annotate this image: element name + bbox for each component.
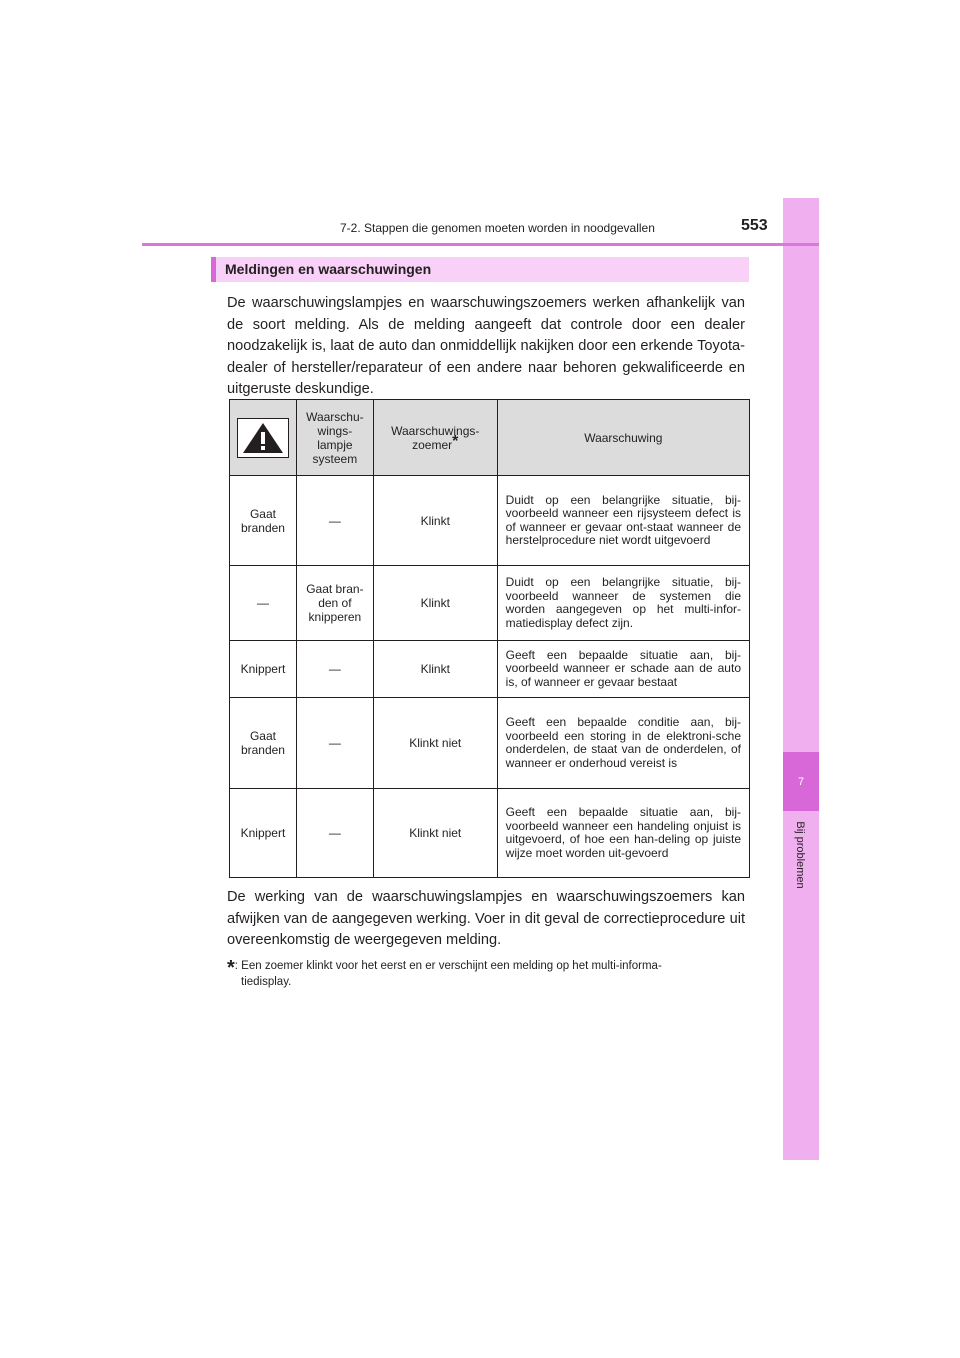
page-number: 553 bbox=[741, 217, 768, 234]
outro-paragraph: De werking van de waarschuwingslampjes en waarschuwingszoemers kan afwijken van de aangegeven werking. Voer in dit geval de correctieprocedure uit overeenkomstig de weergegeven melding. bbox=[227, 889, 745, 949]
row-buzzer: Klinkt bbox=[373, 566, 497, 641]
header-rule bbox=[142, 243, 819, 246]
chapter-number: 7 bbox=[783, 752, 819, 811]
header-buzzer-footnote-mark: * bbox=[452, 432, 459, 450]
section-heading-bar bbox=[211, 257, 749, 282]
row-system: — bbox=[296, 476, 373, 566]
chapter-label: Bij problemen bbox=[794, 821, 806, 889]
table-header-row bbox=[230, 400, 750, 476]
table-row bbox=[230, 789, 750, 878]
table-row bbox=[230, 566, 750, 641]
intro-paragraph: De waarschuwingslampjes en waarschuwingszoemers werken afhankelijk van de soort melding. Als de melding aangeeft dat controle door een dealer noodzakelijk is, laat de auto dan onmiddellijk nakijken door een erkende Toyota-dealer of hersteller/reparateur of een andere naar behoren gekwalificeerde en uitgeruste deskundige. bbox=[227, 295, 745, 398]
row-lamp: Knippert bbox=[230, 641, 297, 698]
row-buzzer: Klinkt niet bbox=[373, 698, 497, 789]
row-lamp: Gaat branden bbox=[230, 476, 297, 566]
footnote-mark: * bbox=[227, 957, 235, 979]
running-header: 7-2. Stappen die genomen moeten worden in noodgevallen bbox=[340, 221, 655, 235]
row-warning: Duidt op een belangrijke situatie, bij-voorbeeld wanneer een rijsysteem defect is of wanneer er gevaar ont-staat wanneer de herstelprocedure niet wordt uitgevoerd bbox=[497, 476, 749, 566]
row-system: — bbox=[296, 698, 373, 789]
section-title: Meldingen en waarschuwingen bbox=[225, 261, 432, 277]
row-buzzer: Klinkt niet bbox=[373, 789, 497, 878]
header-warning-icon-cell bbox=[230, 400, 297, 476]
row-warning: Geeft een bepaalde situatie aan, bij-voorbeeld wanneer er schade aan de auto is, of wanneer er gevaar bestaat bbox=[497, 641, 749, 698]
row-buzzer: Klinkt bbox=[373, 476, 497, 566]
header-buzzer-label: Waarschuwings- zoemer bbox=[391, 423, 480, 452]
row-warning: Geeft een bepaalde situatie aan, bij-voorbeeld wanneer een handeling onjuist is uitgevoerd, of hoe een han-deling op juiste wijze moet worden uit-gevoerd bbox=[497, 789, 749, 878]
row-system: — bbox=[296, 789, 373, 878]
row-buzzer: Klinkt bbox=[373, 641, 497, 698]
warning-table bbox=[229, 399, 750, 878]
table-row bbox=[230, 641, 750, 698]
row-system: Gaat bran- den of knipperen bbox=[296, 566, 373, 641]
footnote-text: : Een zoemer klinkt voor het eerst en er verschijnt een melding op het multi-informa- bbox=[234, 960, 662, 972]
header-buzzer bbox=[373, 400, 497, 476]
row-lamp: — bbox=[230, 566, 297, 641]
warning-triangle-icon bbox=[237, 418, 289, 458]
footnote bbox=[227, 955, 747, 990]
row-system: — bbox=[296, 641, 373, 698]
header-lamp-system: Waarschu- wings- lampje systeem bbox=[296, 400, 373, 476]
row-warning: Geeft een bepaalde conditie aan, bij-voorbeeld een storing in de elektroni-sche onderdelen, de staat van de onderdelen, of wanneer er onderhoud vereist is bbox=[497, 698, 749, 789]
row-lamp: Knippert bbox=[230, 789, 297, 878]
table-row bbox=[230, 476, 750, 566]
table-row bbox=[230, 698, 750, 789]
footnote-text-continued: tiedisplay. bbox=[241, 976, 292, 988]
chapter-side-tab bbox=[783, 198, 819, 1160]
row-lamp: Gaat branden bbox=[230, 698, 297, 789]
row-warning: Duidt op een belangrijke situatie, bij-voorbeeld wanneer de systemen die worden aangegeven op het multi-infor-matiedisplay defect zijn. bbox=[497, 566, 749, 641]
header-warning: Waarschuwing bbox=[497, 400, 749, 476]
